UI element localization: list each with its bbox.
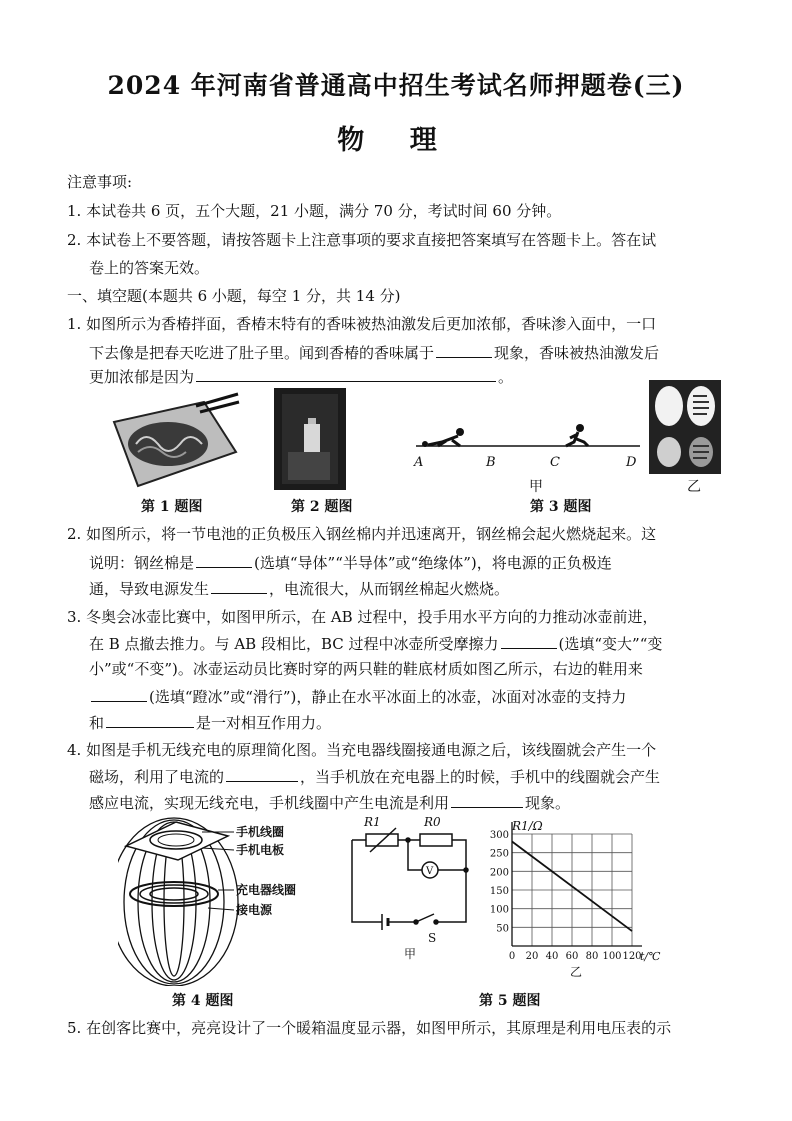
fig5-caption: 第 5 题图 [479, 993, 541, 1009]
fig5-label-jia: 甲 [404, 947, 417, 960]
phone-plate [126, 822, 228, 860]
fig3-point-a: A [414, 455, 424, 470]
chart-y-label: R1/Ω [512, 819, 543, 833]
q4-text-b: ，当手机放在充电器上的时候，手机中的线圈就会产生 [300, 768, 661, 786]
subject-title: 物 理 [337, 125, 455, 156]
fig2-battery-photo [274, 388, 346, 490]
q2-line-2 [89, 552, 612, 573]
q2-blank-1[interactable] [196, 552, 252, 568]
fig5-label-r1: R1 [364, 815, 381, 829]
q4-blank-1[interactable] [226, 766, 298, 782]
q3-blank-1[interactable] [501, 633, 557, 649]
q2-text-d: ，电流很大，从而钢丝棉起火燃烧。 [269, 580, 510, 598]
q1-line-1: 1. 如图所示为香椿拌面，香椿末特有的香味被热油激发后更加浓郁，香味渗入面中，一口 [67, 315, 657, 333]
fig4-wireless-charging-diagram [118, 810, 298, 986]
q3-line-2 [89, 633, 662, 654]
chart-x-tick-label: 80 [585, 951, 599, 962]
exam-title: 2024 年河南省普通高中招生考试名师押题卷(三) [107, 71, 685, 100]
notice-item-2: 2. 本试卷上不要答题，请按答题卡上注意事项的要求直接把答案填写在答题卡上。答在试 [67, 231, 657, 249]
fig4-caption: 第 4 题图 [172, 993, 234, 1009]
q2-line-3 [89, 578, 509, 599]
fig5-r-t-chart [478, 808, 678, 978]
q3-text-e: 是一对相互作用力。 [196, 714, 332, 732]
fig4-label-power: 接电源 [236, 903, 273, 917]
curler-figure-2-icon [566, 424, 588, 446]
notice-item-1: 1. 本试卷共 6 页，五个大题，21 小题，满分 70 分，考试时间 60 分钟。 [67, 202, 562, 220]
fig3-point-d: D [626, 455, 637, 470]
fig5-label-s: S [428, 931, 437, 945]
q1-text-a: 下去像是把春天吃进了肚子里。闻到香椿的香味属于 [89, 344, 435, 362]
q3-line-4 [89, 686, 626, 707]
chart-x-tick-label: 100 [602, 951, 622, 962]
q2-line-1: 2. 如图所示，将一节电池的正负极压入钢丝棉内并迅速离开，钢丝棉会起火燃烧起来。这 [67, 525, 657, 543]
q4-line-1: 4. 如图是手机无线充电的原理简化图。当充电器线圈接通电源之后，该线圈就会产生一个 [67, 741, 657, 759]
fig3-label-jia: 甲 [529, 479, 543, 495]
chart-x-tick-label: 20 [525, 951, 539, 962]
chart-y-tick-label: 100 [489, 904, 509, 916]
q4-text-d: 现象。 [525, 794, 571, 812]
fig4-label-charger-coil: 充电器线圈 [236, 883, 297, 897]
chart-x-tick-label: 0 [508, 951, 516, 962]
curler-figure-1-icon [422, 428, 464, 447]
chart-x-tick-label: 120 [622, 951, 642, 962]
q5-line-1: 5. 在创客比赛中，亮亮设计了一个暖箱温度显示器，如图甲所示，其原理是利用电压表的示 [67, 1019, 672, 1037]
fig5-circuit-diagram [344, 810, 474, 960]
fig3-curling-track [412, 420, 642, 472]
q4-text-c: 感应电流，实现无线充电，手机线圈中产生电流是利用 [89, 794, 450, 812]
fig3-point-b: B [486, 455, 496, 470]
q3-text-c: (选填“蹬冰”或“滑行”)，静止在水平冰面上的冰壶，冰面对冰壶的支持力 [149, 688, 627, 706]
q3-text-d: 和 [89, 714, 105, 732]
chart-x-tick-label: 40 [545, 951, 559, 962]
q2-text-b: (选填“导体”“半导体”或“绝缘体”)，将电源的正负极连 [254, 554, 612, 572]
q1-blank-2[interactable] [196, 366, 496, 382]
notice-item-2-cont: 卷上的答案无效。 [89, 259, 210, 277]
q4-line-2 [89, 766, 660, 787]
notice-heading: 注意事项: [67, 173, 133, 191]
q2-text-c: 通，导致电源发生 [89, 580, 210, 598]
q3-line-5 [89, 712, 331, 733]
q1-line-3 [89, 366, 513, 387]
q4-text-a: 磁场，利用了电流的 [89, 768, 225, 786]
q1-text-c: 更加浓郁是因为 [89, 368, 195, 386]
chart-y-tick-label: 200 [489, 867, 509, 879]
fig5-label-r0: R0 [424, 815, 441, 829]
fig3-point-c: C [550, 455, 560, 470]
fig3-shoe-soles [649, 380, 721, 474]
chart-y-tick-label: 50 [496, 923, 509, 935]
q4-blank-2[interactable] [451, 792, 523, 808]
q3-blank-3[interactable] [106, 712, 194, 728]
fig1-noodles-photo [108, 392, 240, 488]
q1-line-2 [89, 342, 659, 363]
resistor-r0 [420, 834, 452, 846]
section-heading: 一、填空题(本题共 6 小题，每空 1 分，共 14 分) [67, 287, 401, 305]
q3-line-1: 3. 冬奥会冰壶比赛中，如图甲所示，在 AB 过程中，投手用水平方向的力推动冰壶前进， [67, 608, 658, 626]
q3-text-a: 在 B 点撤去推力。与 AB 段相比，BC 过程中冰壶所受摩擦力 [89, 635, 499, 653]
q1-text-b: 现象，香味被热油激发后 [494, 344, 660, 362]
q1-blank-1[interactable] [436, 342, 492, 358]
q2-blank-2[interactable] [211, 578, 267, 594]
q3-blank-2[interactable] [91, 686, 147, 702]
fig5-label-v: V [426, 866, 434, 877]
chart-y-tick-label: 250 [489, 848, 509, 860]
chart-y-tick-label: 300 [489, 830, 509, 841]
fig1-caption: 第 1 题图 [141, 499, 203, 515]
fig3-label-yi: 乙 [687, 479, 701, 495]
fig4-label-phone-coil: 手机线圈 [236, 825, 285, 839]
fig4-label-phone-board: 手机电板 [236, 843, 285, 857]
chart-x-tick-label: 60 [565, 951, 579, 962]
chart-x-label: t/℃ [640, 950, 661, 963]
q3-text-b: (选填“变大”“变 [558, 635, 663, 653]
q2-text-a: 说明：钢丝棉是 [89, 554, 195, 572]
fig3-caption: 第 3 题图 [530, 499, 592, 515]
q1-period: 。 [498, 368, 514, 386]
fig5-label-yi: 乙 [570, 965, 583, 978]
q3-line-3: 小”或“不变”)。冰壶运动员比赛时穿的两只鞋的鞋底材质如图乙所示，右边的鞋用来 [89, 660, 643, 678]
fig2-caption: 第 2 题图 [291, 499, 353, 515]
chart-y-tick-label: 150 [489, 886, 509, 897]
